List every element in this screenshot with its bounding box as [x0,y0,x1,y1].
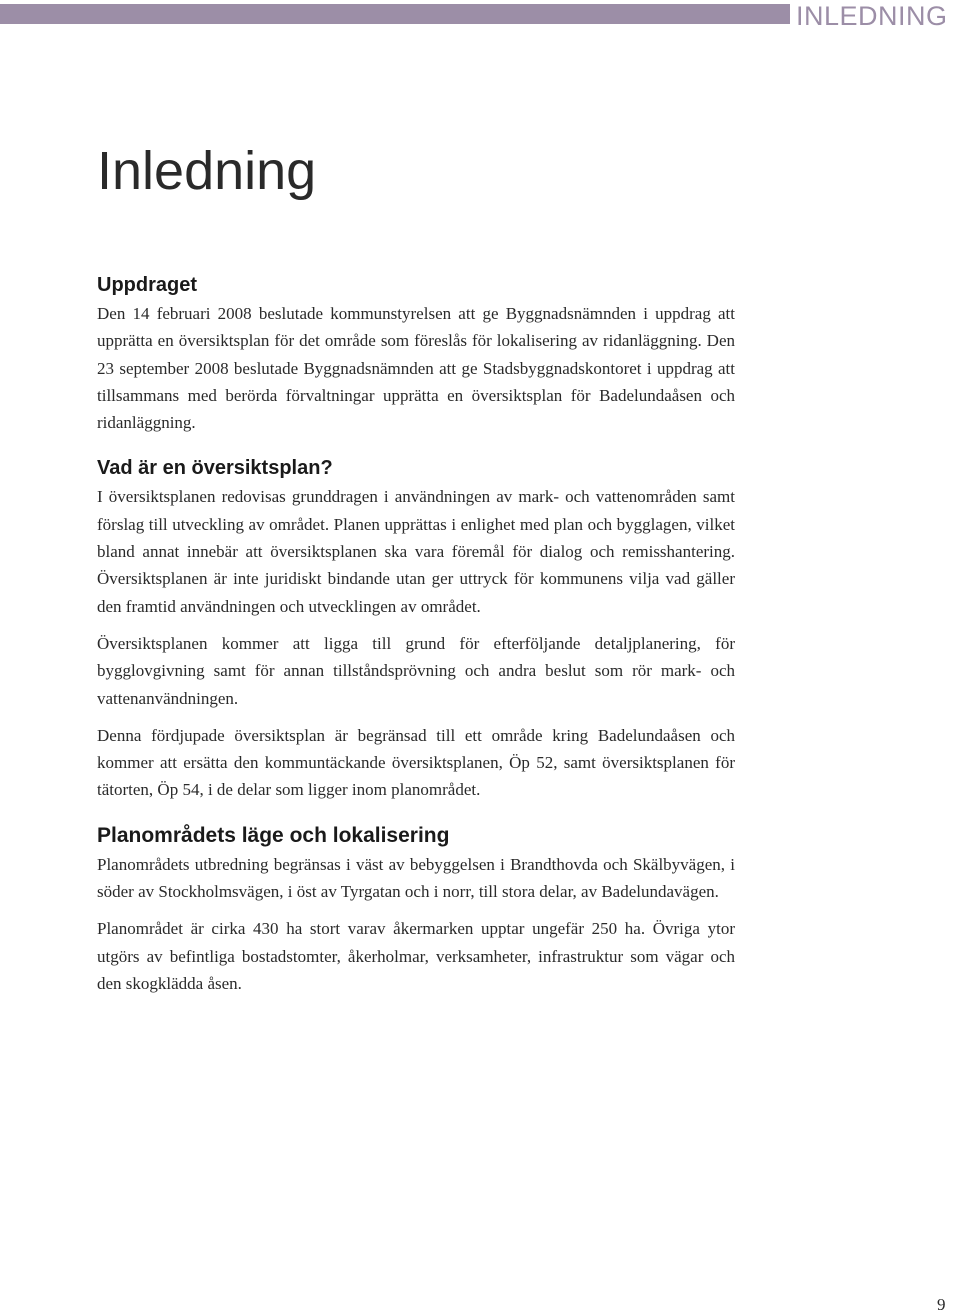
paragraph-vad-ar-1: I översiktsplanen redovisas grunddragen i användningen av mark- och vattenområden samt förslag till utveckling av området. Planen upprättas i enlighet med plan och bygglagen, vilket bland annat innebär att översiktsplanen ska vara föremål för dialog och remisshantering. Översiktsplanen är inte juridiskt bindande utan ger uttryck för kommunens vilja vad gäller den framtid användningen och utvecklingen av området. [97,487,735,616]
page-title: Inledning [97,141,317,201]
heading-planomradet: Planområdets läge och lokalisering [97,823,450,847]
paragraph-uppdraget-1: Den 14 februari 2008 beslutade kommunstyrelsen att ge Byggnadsnämnden i uppdrag att upprätta en översiktsplan för det område som föreslås för lokalisering av ridanläggning. Den 23 september 2008 beslutade Byggnadsnämnden att ge Stadsbyggnadskontoret i uppdrag att tillsammans med berörda förvaltningar upprätta en översiktsplan för Badelundaåsen och ridanläggning. [97,304,735,433]
section-label: INLEDNING [796,1,948,31]
heading-uppdraget: Uppdraget [97,274,197,296]
page-number: 9 [937,1295,946,1314]
paragraph-planomradet-2: Planområdet är cirka 430 ha stort varav åkermarken upptar ungefär 250 ha. Övriga ytor utgörs av befintliga bostadstomter, åkerholmar, verksamheter, infrastruktur som vägar och den skogklädda åsen. [97,919,735,993]
page-content [97,270,735,997]
heading-vad-ar: Vad är en översiktsplan? [97,457,333,480]
paragraph-vad-ar-2: Översiktsplanen kommer att ligga till grund för efterföljande detaljplanering, för bygglovgivning samt för annan tillståndsprövning och andra beslut som rör mark- och vattenanvändningen. [97,633,735,708]
paragraph-vad-ar-3: Denna fördjupade översiktsplan är begränsad till ett område kring Badelundaåsen och kommer att ersätta den kommuntäckande översiktsplanen, Öp 52, samt översiktsplanen för tätorten, Öp 54, i de delar som ligger inom planområdet. [97,725,735,800]
header-bar [0,4,790,24]
paragraph-planomradet-1: Planområdets utbredning begränsas i väst av bebyggelsen i Brandthovda och Skälbyvägen, i söder av Stockholmsvägen, i öst av Tyrgatan och i norr, till stora delar, av Badelundavägen. [97,854,735,902]
